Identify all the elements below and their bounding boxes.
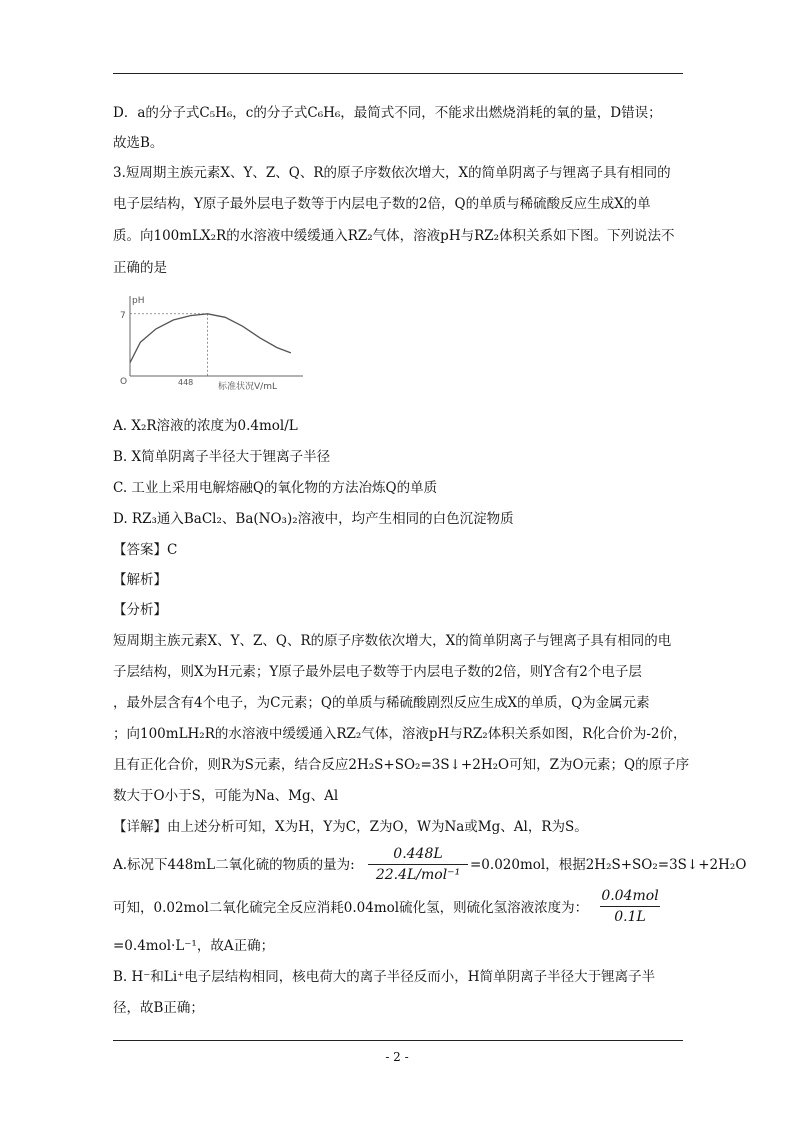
x-tick-label: 448 [178, 378, 194, 387]
analysis-line: ，最外层含有4个电子，为C元素；Q的单质与稀硫酸剧烈反应生成X的单质，Q为金属元素 [113, 695, 650, 711]
detail-a-line: A.标况下448mL二氧化硫的物质的量为: [113, 857, 355, 873]
text-line: 故选B。 [113, 135, 164, 151]
y-axis-label: pH [132, 296, 145, 306]
fraction-bar [600, 906, 660, 907]
option-c: C. 工业上采用电解熔融Q的氧化物的方法冶炼Q的单质 [113, 480, 438, 496]
option-a: A. X₂R溶液的浓度为0.4mol/L [113, 418, 298, 434]
analysis-line: 且有正化合价，则R为S元素，结合反应2H₂S+SO₂=3S↓+2H₂O可知，Z为O元素；Q的原子序 [113, 757, 690, 773]
question-3-line: 正确的是 [113, 260, 167, 276]
answer: 【答案】C [113, 542, 178, 558]
header-rule [113, 73, 683, 74]
origin-label: O [120, 377, 128, 387]
text-line: D．a的分子式C₅H₆，c的分子式C₆H₆，最简式不同，不能求出燃烧消耗的氧的量，D错误； [113, 105, 662, 121]
fraction-moles [368, 846, 468, 883]
option-b: B. X简单阴离子半径大于锂离子半径 [113, 449, 331, 465]
page-number: - 2 - [385, 1050, 409, 1064]
analysis-line: 数大于O小于S，可能为Na、Mg、Al [113, 788, 339, 804]
fraction-numerator: 0.04mol [601, 888, 659, 904]
footer-rule [113, 1040, 683, 1041]
detail-a-line: =0.020mol，根据2H₂S+SO₂=3S↓+2H₂O [470, 857, 747, 873]
analysis-heading: 【解析】 [113, 572, 167, 588]
ph-curve [130, 314, 291, 363]
fraction-numerator: 0.448L [393, 846, 443, 862]
question-3-line: 电子层结构，Y原子最外层电子数等于内层电子数的2倍，Q的单质与稀硫酸反应生成X的单 [113, 196, 651, 212]
fraction-bar [368, 864, 468, 865]
fraction-denominator: 22.4L/mol⁻¹ [375, 867, 461, 883]
ph-volume-chart [118, 291, 308, 391]
detail-line: 【详解】由上述分析可知，X为H，Y为C，Z为O，W为Na或Mg、Al，R为S。 [113, 819, 588, 835]
y-tick-label: 7 [120, 311, 126, 321]
detail-a-line: 可知，0.02mol二氧化硫完全反应消耗0.04mol硫化氢，则硫化氢溶液浓度为： [113, 900, 589, 916]
fraction-concentration [600, 888, 660, 925]
detail-a-line: =0.4mol·L⁻¹，故A正确； [113, 938, 275, 954]
option-d: D. RZ₃通入BaCl₂、Ba(NO₃)₂溶液中，均产生相同的白色沉淀物质 [113, 511, 514, 527]
question-3-line: 质。向100mLX₂R的水溶液中缓缓通入RZ₂气体，溶液pH与RZ₂体积关系如下图。下列说法不 [113, 228, 675, 244]
x-axis-label: 标准状况V/mL [218, 382, 277, 391]
analysis-line: 短周期主族元素X、Y、Z、Q、R的原子序数依次增大，X的简单阴离子与锂离子具有相同的电 [113, 633, 672, 649]
analysis-line: 子层结构，则X为H元素；Y原子最外层电子数等于内层电子数的2倍，则Y含有2个电子层 [113, 664, 642, 680]
fraction-denominator: 0.1L [614, 909, 646, 925]
analysis-line: ；向100mLH₂R的水溶液中缓缓通入RZ₂气体，溶液pH与RZ₂体积关系如图，R化合价为-2价， [113, 726, 687, 742]
detail-b-line: B. H⁻和Li⁺电子层结构相同，核电荷大的离子半径反而小，H简单阴离子半径大于锂离子半 [113, 969, 656, 985]
detail-b-line: 径，故B正确； [113, 1000, 204, 1016]
analysis-subheading: 【分析】 [113, 602, 167, 618]
question-3-line: 3.短周期主族元素X、Y、Z、Q、R的原子序数依次增大，X的简单阴离子与锂离子具有相同的 [113, 165, 671, 181]
